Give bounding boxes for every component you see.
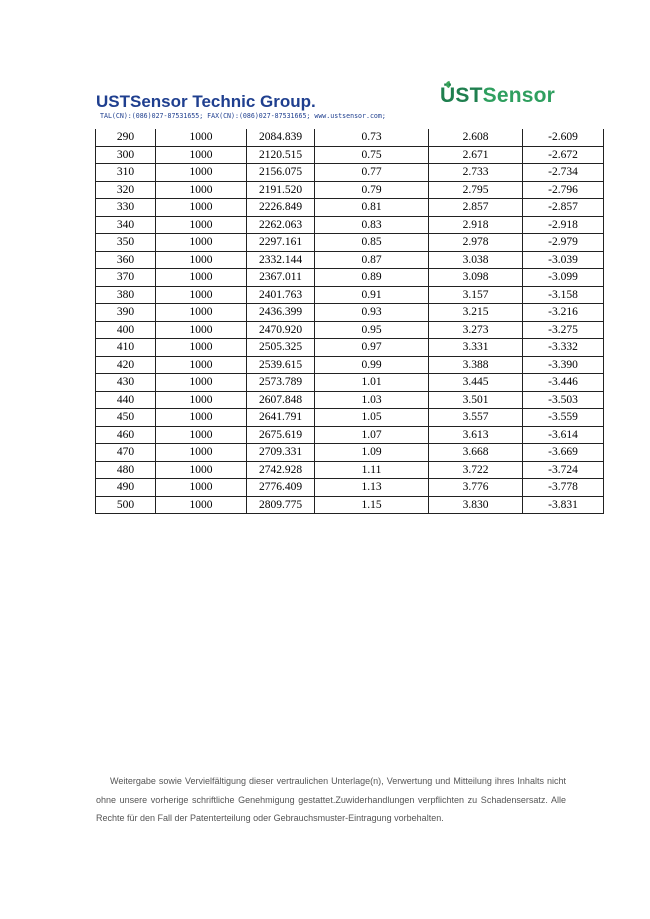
company-title: USTSensor Technic Group.: [96, 92, 316, 111]
table-row: [96, 426, 604, 444]
table-row: [96, 409, 604, 427]
table-cell: -3.614: [523, 426, 604, 444]
table-cell: 0.95: [315, 321, 429, 339]
table-row: [96, 269, 604, 287]
table-cell: 2.978: [429, 234, 523, 252]
table-cell: 2.671: [429, 146, 523, 164]
table-cell: 0.99: [315, 356, 429, 374]
table-cell: -2.609: [523, 129, 604, 146]
table-cell: 400: [96, 321, 156, 339]
table-body: [96, 129, 604, 514]
data-table: [95, 129, 604, 514]
table-cell: -3.778: [523, 479, 604, 497]
table-cell: 490: [96, 479, 156, 497]
table-cell: 2084.839: [247, 129, 315, 146]
table-cell: 2262.063: [247, 216, 315, 234]
table-row: [96, 356, 604, 374]
table-cell: 500: [96, 496, 156, 514]
table-cell: 2675.619: [247, 426, 315, 444]
table-cell: -3.724: [523, 461, 604, 479]
table-cell: -3.158: [523, 286, 604, 304]
table-row: [96, 234, 604, 252]
table-cell: 2191.520: [247, 181, 315, 199]
logo-text-sensor: Sensor: [482, 84, 556, 107]
table-row: [96, 374, 604, 392]
table-cell: 2470.920: [247, 321, 315, 339]
table-cell: 330: [96, 199, 156, 217]
table-cell: -2.672: [523, 146, 604, 164]
table-row: [96, 391, 604, 409]
table-cell: 2.733: [429, 164, 523, 182]
table-cell: 1000: [156, 426, 247, 444]
table-cell: 0.91: [315, 286, 429, 304]
table-cell: -2.857: [523, 199, 604, 217]
table-cell: 290: [96, 129, 156, 146]
table-cell: 1000: [156, 339, 247, 357]
table-cell: 440: [96, 391, 156, 409]
table-cell: 310: [96, 164, 156, 182]
table-cell: -2.796: [523, 181, 604, 199]
table-cell: 1000: [156, 146, 247, 164]
table-cell: 470: [96, 444, 156, 462]
table-cell: 480: [96, 461, 156, 479]
table-cell: 1.11: [315, 461, 429, 479]
table-cell: 380: [96, 286, 156, 304]
table-row: [96, 339, 604, 357]
table-cell: 0.75: [315, 146, 429, 164]
table-row: [96, 321, 604, 339]
table-cell: 3.157: [429, 286, 523, 304]
table-cell: 3.722: [429, 461, 523, 479]
table-cell: 2297.161: [247, 234, 315, 252]
table-cell: 3.668: [429, 444, 523, 462]
table-cell: -3.332: [523, 339, 604, 357]
table-row: [96, 304, 604, 322]
table-cell: 1.03: [315, 391, 429, 409]
table-cell: 2120.515: [247, 146, 315, 164]
table-cell: 420: [96, 356, 156, 374]
table-cell: 0.89: [315, 269, 429, 287]
table-cell: 1.07: [315, 426, 429, 444]
table-cell: 390: [96, 304, 156, 322]
table-row: [96, 286, 604, 304]
table-cell: 3.215: [429, 304, 523, 322]
table-cell: 300: [96, 146, 156, 164]
table-cell: 2573.789: [247, 374, 315, 392]
table-cell: 1.13: [315, 479, 429, 497]
table-row: [96, 199, 604, 217]
table-cell: 2.795: [429, 181, 523, 199]
table-cell: 3.613: [429, 426, 523, 444]
table-cell: 320: [96, 181, 156, 199]
table-cell: 1000: [156, 286, 247, 304]
table-cell: 0.77: [315, 164, 429, 182]
table-cell: 350: [96, 234, 156, 252]
table-cell: 2401.763: [247, 286, 315, 304]
table-cell: -3.390: [523, 356, 604, 374]
table-cell: -2.734: [523, 164, 604, 182]
table-cell: 3.445: [429, 374, 523, 392]
table-cell: 2.857: [429, 199, 523, 217]
table-cell: 1000: [156, 409, 247, 427]
table-row: [96, 181, 604, 199]
table-cell: 1000: [156, 374, 247, 392]
table-cell: 2809.775: [247, 496, 315, 514]
table-cell: 3.776: [429, 479, 523, 497]
table-cell: 2436.399: [247, 304, 315, 322]
table-cell: -3.446: [523, 374, 604, 392]
table-cell: 1000: [156, 216, 247, 234]
confidentiality-notice: Weitergabe sowie Vervielfältigung dieser vertraulichen Unterlage(n), Verwertung und Mitteilung ihres Inhalts nicht ohne unsere vorherige schriftliche Genehmigung gestattet.Zuwiderhandlungen verpflichten zu Schadensersatz. Alle Rechte für den Fall der Patenterteilung oder Gebrauchsmuster-Eintragung vorbehalten.: [96, 776, 566, 823]
table-cell: 2709.331: [247, 444, 315, 462]
logo-text-ust: ÜST: [440, 84, 483, 107]
table-cell: 1.05: [315, 409, 429, 427]
table-cell: 1000: [156, 356, 247, 374]
table-cell: 1000: [156, 269, 247, 287]
table-row: [96, 216, 604, 234]
table-cell: 0.81: [315, 199, 429, 217]
table-cell: 2367.011: [247, 269, 315, 287]
table-cell: 1000: [156, 461, 247, 479]
table-cell: 2332.144: [247, 251, 315, 269]
table-cell: 340: [96, 216, 156, 234]
table-cell: 0.85: [315, 234, 429, 252]
table-cell: -3.831: [523, 496, 604, 514]
table-cell: 1000: [156, 321, 247, 339]
table-row: [96, 129, 604, 146]
table-row: [96, 146, 604, 164]
table-cell: 2776.409: [247, 479, 315, 497]
table-cell: 2539.615: [247, 356, 315, 374]
table-cell: 3.388: [429, 356, 523, 374]
table-cell: 2505.325: [247, 339, 315, 357]
ustsensor-logo: [440, 80, 570, 110]
table-cell: 3.273: [429, 321, 523, 339]
table-cell: 0.79: [315, 181, 429, 199]
table-cell: 2.918: [429, 216, 523, 234]
table-cell: 0.93: [315, 304, 429, 322]
table-cell: 1000: [156, 129, 247, 146]
table-cell: 0.87: [315, 251, 429, 269]
table-cell: -3.099: [523, 269, 604, 287]
table-cell: 1000: [156, 251, 247, 269]
table-cell: 1000: [156, 496, 247, 514]
table-cell: 2156.075: [247, 164, 315, 182]
table-cell: 1000: [156, 164, 247, 182]
table-cell: 1.09: [315, 444, 429, 462]
contact-line: TAL(CN):(086)027-87531655; FAX(CN):(086)027-87531665; www.ustsensor.com;: [100, 112, 386, 120]
table-cell: 1000: [156, 444, 247, 462]
table-cell: -3.275: [523, 321, 604, 339]
table-cell: 370: [96, 269, 156, 287]
table-cell: 0.83: [315, 216, 429, 234]
table-cell: 1000: [156, 181, 247, 199]
table-row: [96, 461, 604, 479]
table-cell: 430: [96, 374, 156, 392]
table-cell: 410: [96, 339, 156, 357]
table-row: [96, 479, 604, 497]
table-cell: 0.73: [315, 129, 429, 146]
logo-text: [440, 84, 555, 108]
table-cell: 3.830: [429, 496, 523, 514]
table-cell: -2.918: [523, 216, 604, 234]
table-row: [96, 496, 604, 514]
table-cell: 3.331: [429, 339, 523, 357]
table-row: [96, 164, 604, 182]
table-cell: 450: [96, 409, 156, 427]
table-cell: -3.503: [523, 391, 604, 409]
table-cell: 460: [96, 426, 156, 444]
table-cell: -3.669: [523, 444, 604, 462]
table-cell: 2641.791: [247, 409, 315, 427]
table-row: [96, 444, 604, 462]
table-cell: 2226.849: [247, 199, 315, 217]
table-cell: 2.608: [429, 129, 523, 146]
table-cell: 1000: [156, 234, 247, 252]
table-cell: -3.216: [523, 304, 604, 322]
table-cell: 1000: [156, 391, 247, 409]
table-cell: 1000: [156, 479, 247, 497]
table-row: [96, 251, 604, 269]
table-cell: 360: [96, 251, 156, 269]
table-cell: -3.039: [523, 251, 604, 269]
table-cell: 3.557: [429, 409, 523, 427]
table-cell: 1000: [156, 199, 247, 217]
table-cell: -2.979: [523, 234, 604, 252]
table-cell: 1000: [156, 304, 247, 322]
table-cell: 0.97: [315, 339, 429, 357]
table-cell: 3.098: [429, 269, 523, 287]
table-cell: 3.038: [429, 251, 523, 269]
table-cell: 1.15: [315, 496, 429, 514]
table-cell: 2742.928: [247, 461, 315, 479]
table-cell: 3.501: [429, 391, 523, 409]
table-cell: 1.01: [315, 374, 429, 392]
table-cell: 2607.848: [247, 391, 315, 409]
table-cell: -3.559: [523, 409, 604, 427]
